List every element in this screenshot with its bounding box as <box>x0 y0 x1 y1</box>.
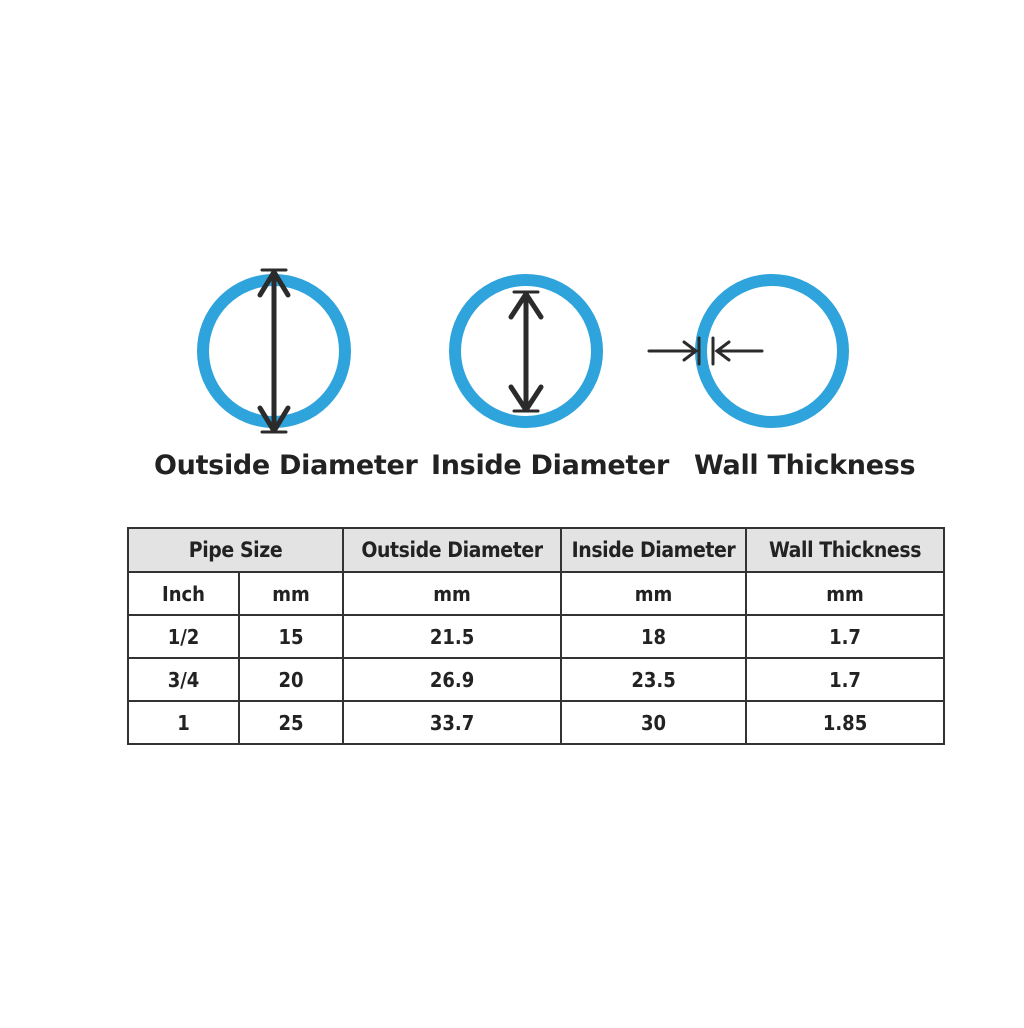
cell-wall-thickness: 1.7 <box>746 658 944 701</box>
unit-inside-diameter: mm <box>561 572 746 615</box>
inside-diameter-figure <box>455 280 597 422</box>
cell-inside-diameter: 23.5 <box>561 658 746 701</box>
cell-wall-thickness: 1.85 <box>746 701 944 744</box>
outside-diameter-figure <box>203 270 345 432</box>
outside-diameter-label: Outside Diameter <box>154 450 418 481</box>
pipe-size-table <box>127 527 945 745</box>
cell-inch: 1/2 <box>128 615 239 658</box>
cell-outside-diameter: 26.9 <box>343 658 561 701</box>
header-inside-diameter: Inside Diameter <box>561 528 746 572</box>
wall-thickness-label: Wall Thickness <box>694 450 916 481</box>
header-outside-diameter: Outside Diameter <box>343 528 561 572</box>
inside-diameter-label: Inside Diameter <box>431 450 669 481</box>
cell-mm: 15 <box>239 615 343 658</box>
cell-outside-diameter: 33.7 <box>343 701 561 744</box>
cell-mm: 20 <box>239 658 343 701</box>
table-row <box>128 701 944 744</box>
cell-outside-diameter: 21.5 <box>343 615 561 658</box>
header-pipe-size: Pipe Size <box>128 528 343 572</box>
cell-inch: 3/4 <box>128 658 239 701</box>
table-header-row <box>128 528 944 572</box>
wall-thickness-figure <box>649 280 843 422</box>
unit-wall-thickness: mm <box>746 572 944 615</box>
units-row <box>128 572 944 615</box>
table-row <box>128 615 944 658</box>
table-row <box>128 658 944 701</box>
header-wall-thickness: Wall Thickness <box>746 528 944 572</box>
cell-inside-diameter: 18 <box>561 615 746 658</box>
cell-inside-diameter: 30 <box>561 701 746 744</box>
cell-mm: 25 <box>239 701 343 744</box>
unit-inch: Inch <box>128 572 239 615</box>
cell-wall-thickness: 1.7 <box>746 615 944 658</box>
unit-mm: mm <box>239 572 343 615</box>
unit-outside-diameter: mm <box>343 572 561 615</box>
cell-inch: 1 <box>128 701 239 744</box>
